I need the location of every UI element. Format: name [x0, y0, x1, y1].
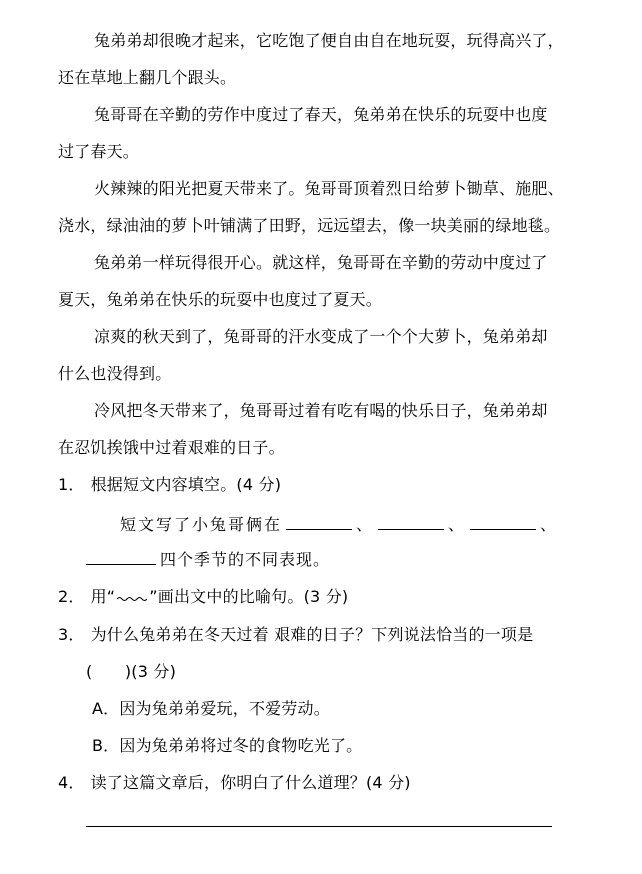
- fill-prefix: 短文写了小兔哥俩在: [120, 515, 283, 534]
- option-b[interactable]: B．因为兔弟弟将过冬的食物吃光了。: [92, 736, 363, 755]
- fill-suffix: 四个季节的不同表现。: [160, 550, 331, 569]
- question-number: 2．: [58, 587, 85, 606]
- question-number: 3．: [58, 625, 85, 644]
- passage-line: 兔弟弟却很晚才起来，它吃饱了便自由自在地玩耍，玩得高兴了，: [94, 31, 564, 50]
- answer-blank[interactable]: [470, 513, 536, 530]
- answer-line[interactable]: [86, 826, 552, 827]
- question-number: 4．: [58, 773, 85, 792]
- question-number: 1．: [58, 475, 85, 494]
- answer-paren[interactable]: ( )(3 分): [86, 662, 177, 681]
- question-1: [58, 474, 281, 496]
- passage-line: 在忍饥挨饿中过着艰难的日子。: [58, 438, 285, 457]
- passage-line: 什么也没得到。: [58, 364, 172, 383]
- question-2: [58, 586, 348, 608]
- passage-line: 过了春天。: [58, 142, 140, 161]
- passage-line: 兔哥哥在辛勤的劳作中度过了春天，兔弟弟在快乐的玩耍中也度: [94, 105, 548, 124]
- answer-blank[interactable]: [286, 513, 352, 530]
- passage-line: 还在草地上翻几个跟头。: [58, 68, 237, 87]
- passage-line: 浇水，绿油油的萝卜叶铺满了田野，远远望去，像一块美丽的绿地毯。: [58, 216, 561, 235]
- answer-blank[interactable]: [378, 513, 444, 530]
- question-text-before: 用“: [90, 587, 116, 606]
- passage-line: 凉爽的秋天到了，兔哥哥的汗水变成了一个个大萝卜，兔弟弟却: [94, 327, 548, 346]
- question-text-after: ”画出文中的比喻句。(3 分): [149, 587, 349, 606]
- separator: 、: [448, 515, 467, 534]
- question-text: 为什么兔弟弟在冬天过着 艰难的日子？下列说法恰当的一项是: [90, 625, 534, 644]
- passage-line: 夏天，兔弟弟在快乐的玩耍中也度过了夏天。: [58, 290, 383, 309]
- passage-line: 火辣辣的阳光把夏天带来了。兔哥哥顶着烈日给萝卜锄草、施肥、: [94, 179, 564, 198]
- question-text: 根据短文内容填空。(4 分): [90, 475, 282, 494]
- separator: 、: [356, 515, 375, 534]
- question-4: [58, 772, 411, 794]
- question-text: 读了这篇文章后，你明白了什么道理？(4 分): [90, 773, 411, 792]
- separator: 、: [540, 515, 559, 534]
- passage-line: 冷风把冬天带来了，兔哥哥过着有吃有喝的快乐日子，兔弟弟却: [94, 401, 548, 420]
- option-a[interactable]: A．因为兔弟弟爱玩，不爱劳动。: [92, 699, 330, 718]
- passage-line: 兔弟弟一样玩得很开心。就这样，兔哥哥在辛勤的劳动中度过了: [94, 253, 548, 272]
- question-1-fill-line: [120, 513, 558, 536]
- question-1-fill-line-2: [86, 548, 330, 571]
- question-3: [58, 624, 533, 646]
- answer-blank[interactable]: [86, 548, 156, 565]
- wavy-underline-icon: [115, 586, 149, 602]
